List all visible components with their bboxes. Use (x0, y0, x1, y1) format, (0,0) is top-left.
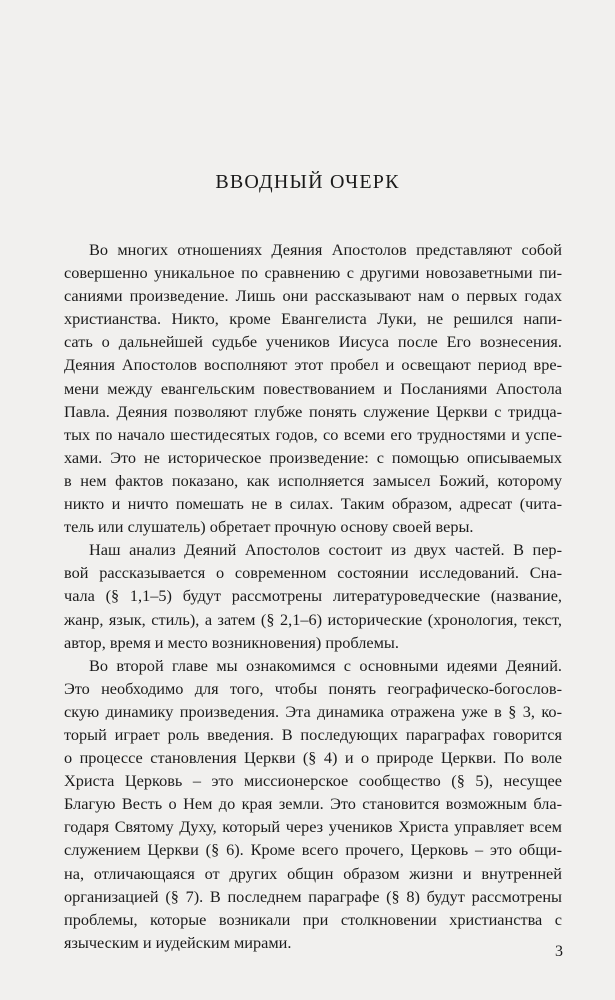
text-line: скую динамику произведения. Эта динамика отражена уже в § 3, ко- (64, 701, 562, 721)
text-line: вой рассказывается о современном состоянии исследований. Сна- (64, 563, 562, 583)
text-line: саниями произведение. Лишь они рассказывают нам о первых годах (64, 286, 562, 306)
chapter-heading: ВВОДНЫЙ ОЧЕРК (215, 171, 400, 193)
text-line: Деяния Апостолов восполняют этот пробел и освещают период вре- (64, 355, 562, 375)
text-line: совершенно уникальное по сравнению с другими новозаветными пи- (64, 263, 562, 283)
text-line: никто и ничто помешать не в силах. Таким образом, адресат (чита- (64, 494, 562, 514)
text-line: Во второй главе мы ознакомимся с основными идеями Деяний. (89, 655, 562, 675)
text-line: служением Церкви (§ 6). Кроме всего прочего, Церковь – это общи- (64, 840, 562, 860)
text-line: проблемы, которые возникали при столкновении христианства с (64, 909, 562, 929)
text-line: организацией (§ 7). В последнем параграфе (§ 8) будут рассмотрены (64, 886, 562, 906)
text-line: годаря Святому Духу, который через учеников Христа управляет всем (64, 817, 562, 837)
text-line: автор, время и место возникновения) проблемы. (64, 632, 399, 652)
text-line: о процессе становления Церкви (§ 4) и о природе Церкви. По воле (64, 748, 562, 768)
text-line: тель или слушатель) обретает прочную основу своей веры. (64, 517, 474, 537)
text-line: хами. Это не историческое произведение: с помощью описываемых (64, 447, 562, 467)
text-line: Благую Весть о Нем до края земли. Это становится возможным бла- (64, 794, 562, 814)
text-line: тых по начало шестидесятых годов, со всеми его трудностями и успе- (64, 424, 562, 444)
text-line: христианства. Никто, кроме Евангелиста Луки, не решился напи- (64, 309, 562, 329)
text-line: Это необходимо для того, чтобы понять географическо-богослов- (64, 678, 562, 698)
text-line: чала (§ 1,1–5) будут рассмотрены литературоведческие (название, (64, 586, 562, 606)
text-line: языческим и иудейским мирами. (64, 932, 292, 952)
text-line: сать о дальнейшей судьбе учеников Иисуса после Его вознесения. (64, 332, 562, 352)
text-line: мени между евангельским повествованием и Посланиями Апостола (64, 378, 562, 398)
text-line: в нем фактов показано, как исполняется замысел Божий, которому (64, 470, 562, 490)
text-line: жанр, язык, стиль), а затем (§ 2,1–6) исторические (хронология, текст, (64, 609, 562, 629)
text-line: торый играет роль введения. В последующих параграфах говорится (64, 724, 562, 744)
text-line: Наш анализ Деяний Апостолов состоит из двух частей. В пер- (89, 540, 562, 560)
text-line: Павла. Деяния позволяют глубже понять служение Церкви с тридца- (64, 401, 562, 421)
text-line: на, отличающаяся от других общин образом жизни и внутренней (64, 863, 562, 883)
page-number: 3 (555, 943, 563, 960)
body-text (64, 238, 562, 954)
text-line: Христа Церковь – это миссионерское сообщество (§ 5), несущее (64, 771, 562, 791)
text-line: Во многих отношениях Деяния Апостолов представляют собой (89, 240, 562, 259)
